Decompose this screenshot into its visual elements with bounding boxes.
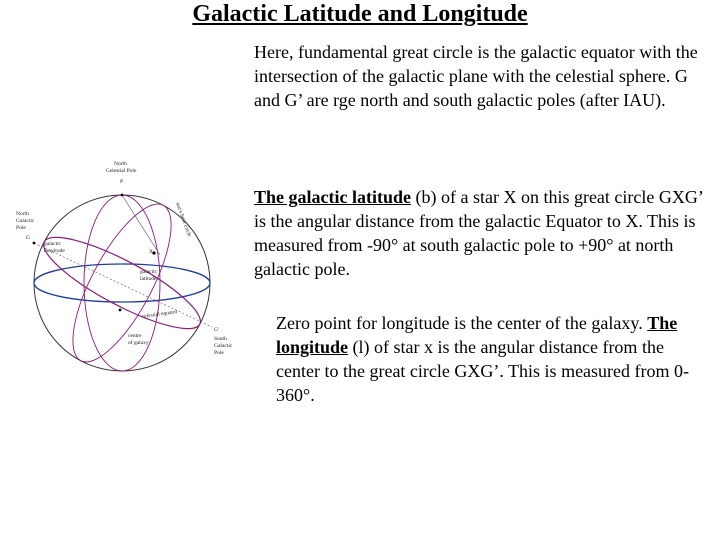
sgp-label-2: Galactic xyxy=(214,343,233,349)
longitude-keyword: The longitude xyxy=(276,313,678,357)
celestial-equator-ellipse xyxy=(34,264,210,302)
center-label-2: of galaxy xyxy=(128,340,149,346)
ngp-label-3: Pole xyxy=(16,225,26,231)
galactic-axis-line xyxy=(34,243,212,327)
intro-paragraph: Here, fundamental great circle is the galactic equator with the intersection of the galactic plane with the celestial sphere. G and G’ are rge north and south galactic poles (after IAU). xyxy=(254,42,698,110)
ngp-label-2: Galactic xyxy=(16,218,35,224)
ncp-letter: P xyxy=(120,179,124,185)
latitude-paragraph xyxy=(254,185,704,281)
glat-label-2: latitude xyxy=(140,276,157,282)
ngp-label-1: North xyxy=(16,211,29,217)
page-title: Galactic Latitude and Longitude xyxy=(192,1,528,27)
ncp-label-1: North xyxy=(114,161,127,167)
hour-circle-label: star's hour circle xyxy=(174,201,193,238)
ngp-point xyxy=(33,242,36,245)
glon-label-1: galactic xyxy=(44,241,62,247)
sgp-label-1: South xyxy=(214,336,227,342)
glat-label-1: galactic xyxy=(140,269,158,275)
center-point xyxy=(119,309,122,312)
longitude-text-before: Zero point for longitude is the center of the galaxy. xyxy=(276,313,648,333)
celestial-equator-label: celestial equator xyxy=(141,309,178,320)
longitude-paragraph xyxy=(276,311,706,407)
ncp-point xyxy=(121,194,124,197)
star-letter: X xyxy=(149,249,153,255)
gp-letter: G' xyxy=(214,327,219,333)
latitude-keyword: The galactic latitude xyxy=(254,187,411,207)
celestial-sphere-diagram xyxy=(10,155,240,375)
center-label-1: centre xyxy=(128,333,142,339)
longitude-text-after: (l) of star x is the angular distance from the center to the great circle GXG’. This is measured from 0-360°. xyxy=(276,337,690,405)
ncp-label-2: Celestial Pole xyxy=(106,168,137,174)
g-letter: G xyxy=(26,235,30,241)
gxg-circle-ellipse xyxy=(54,191,193,375)
sgp-label-3: Pole xyxy=(214,350,224,356)
glon-label-2: longitude xyxy=(44,248,65,254)
latitude-text: (b) of a star X on this great circle GXG’ is the angular distance from the galactic Equator to X. This is measured from -90° at south galactic pole to +90° at north galactic pole. xyxy=(254,187,703,279)
